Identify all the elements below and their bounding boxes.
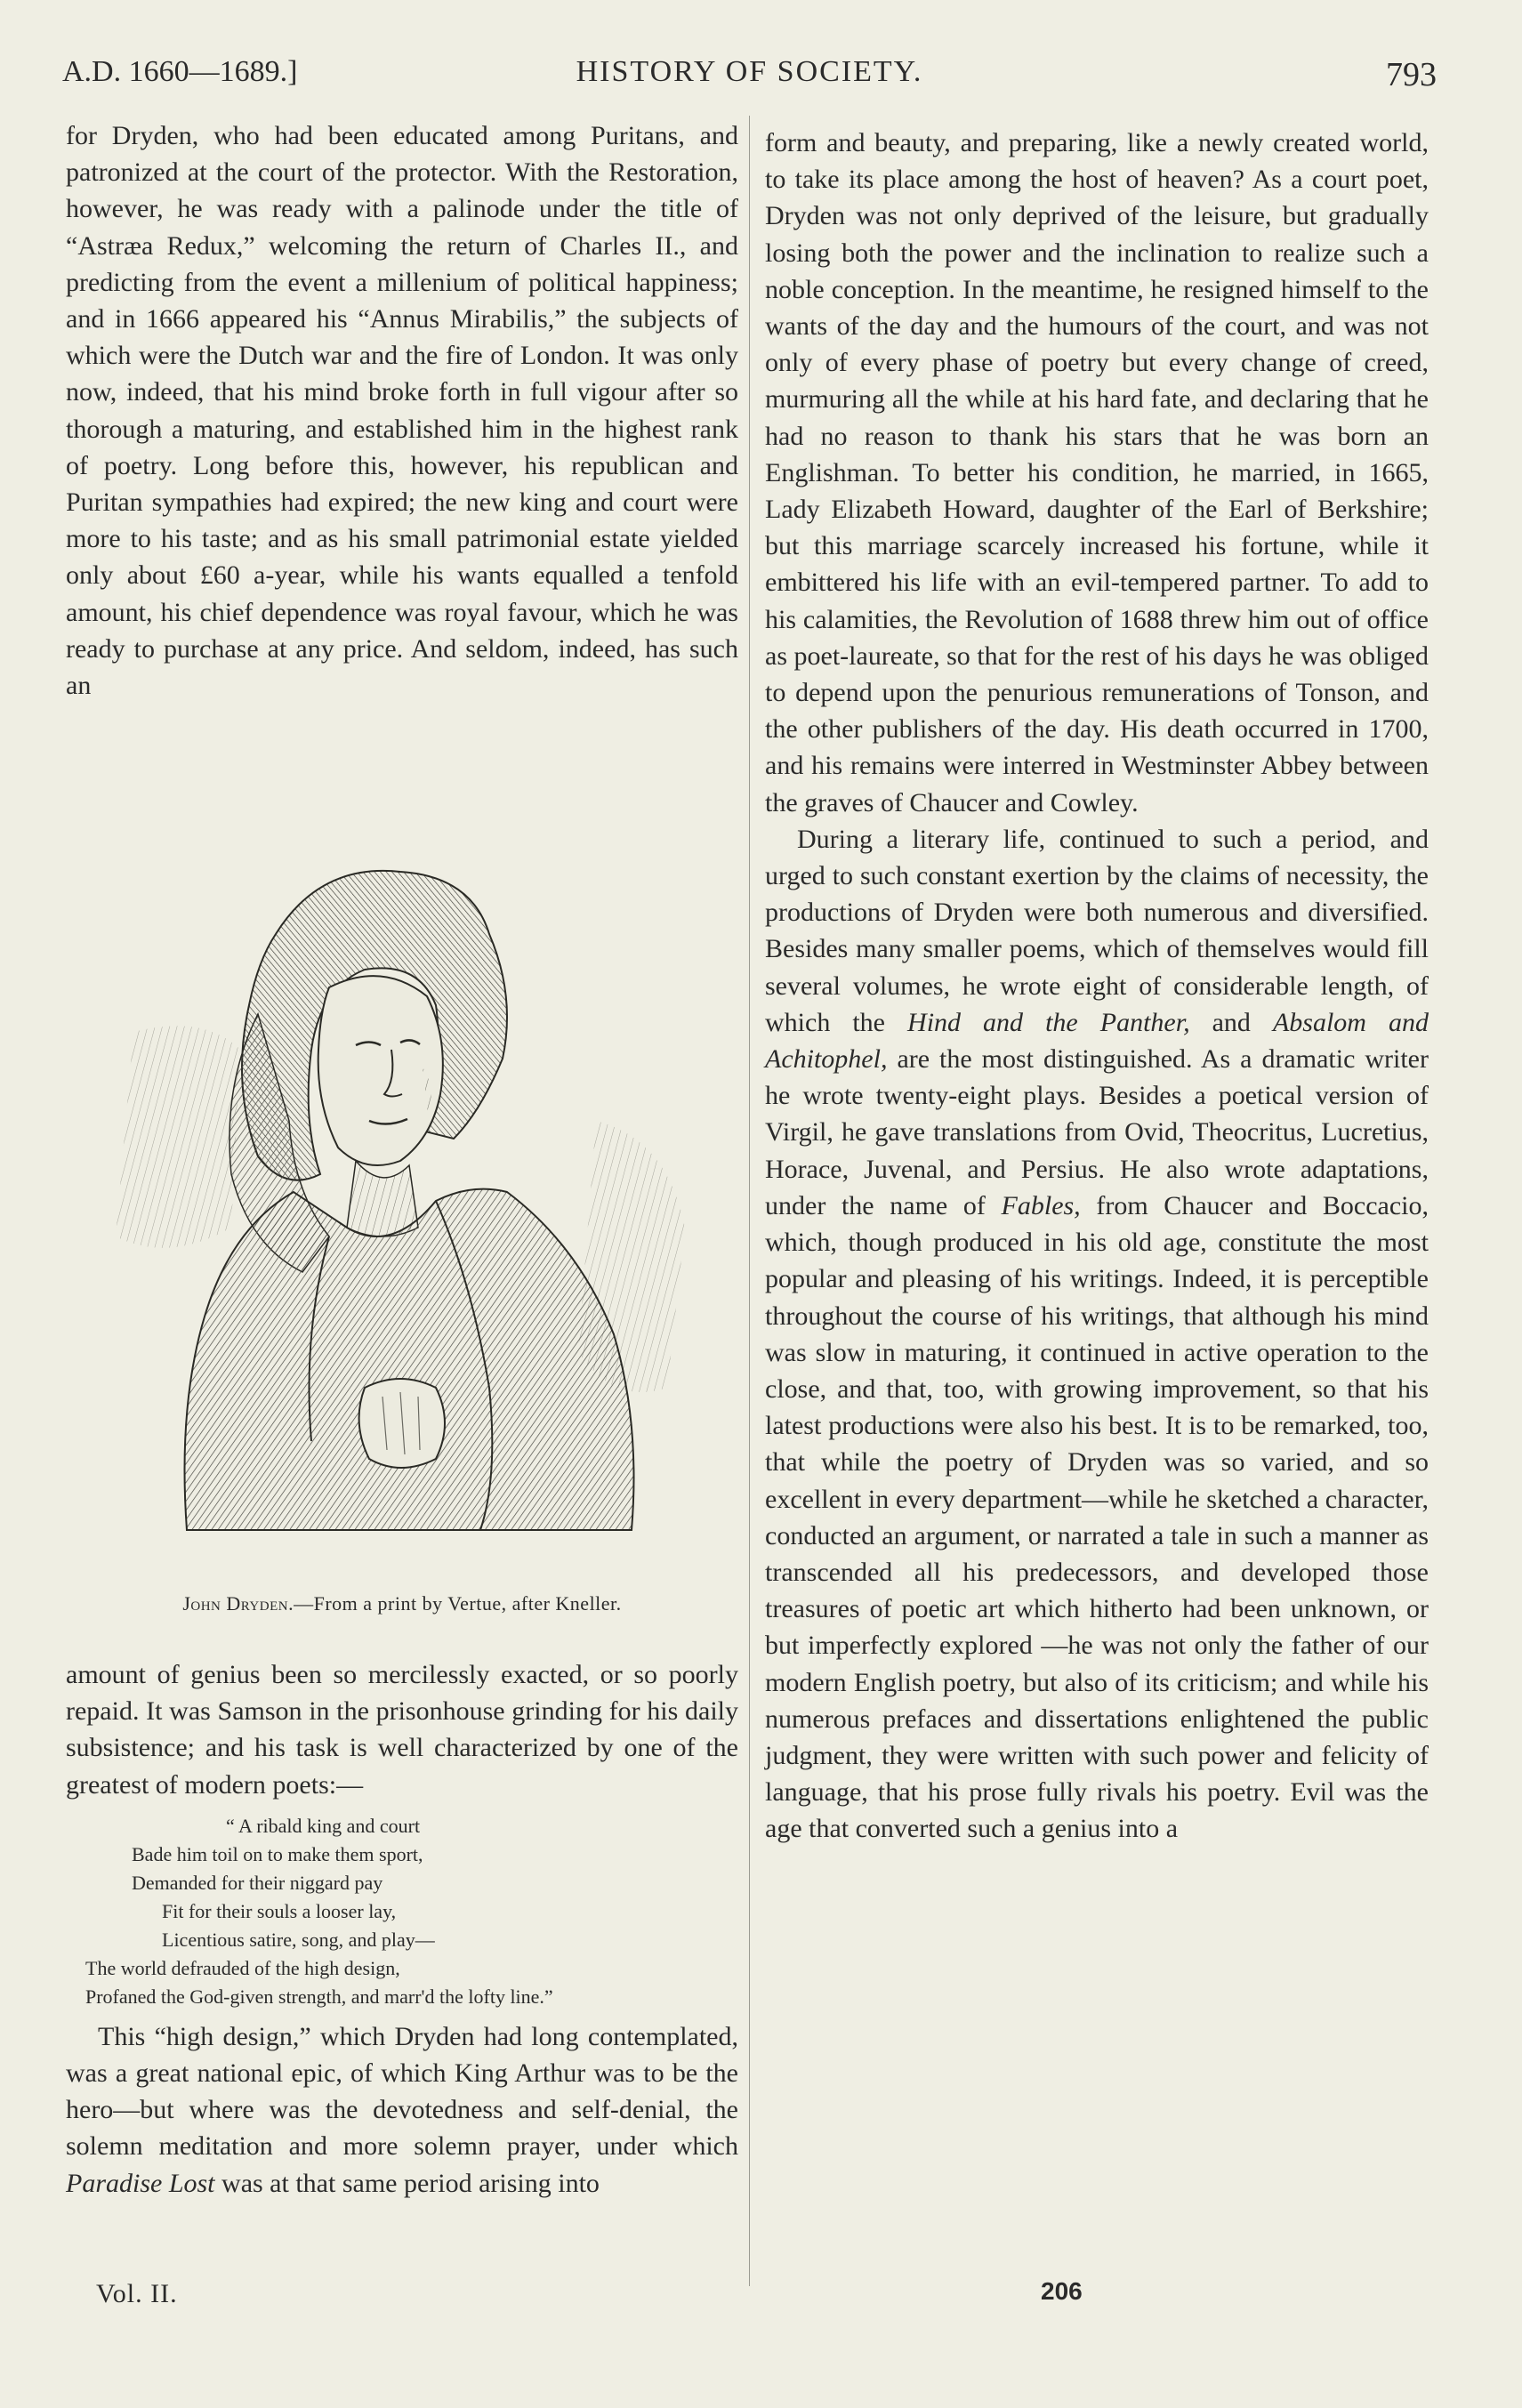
left-column-bottom [66, 1656, 738, 2202]
dryden-portrait-engraving [98, 854, 703, 1557]
figure-caption [66, 1592, 738, 1615]
text-run: This “high design,” which Dryden had long contemplated, was a great national epic, of which King Arthur was to be the hero—but where was the devotedness and self-denial, the solemn meditation and more solemn prayer, under which [66, 2021, 738, 2162]
poem-line: Licentious satire, song, and play— [162, 1928, 435, 1951]
text-run: During a literary life, continued to such a period, and urged to such constant exertion by the claims of necessity, the productions of Dryden were both numerous and diversified. Besides many smaller poems, which of themselves would fill several volumes, he wrote eight of considerable length, of which the [765, 824, 1429, 1037]
left-column-top [66, 117, 738, 704]
poem-line: Fit for their souls a looser lay, [162, 1899, 397, 1922]
header-title: HISTORY OF SOCIETY. [576, 55, 923, 88]
poem-quotation [66, 1812, 738, 2011]
poem-line: The world defrauded of the high design, [85, 1956, 400, 1979]
text-run: from Chaucer and Boccacio, which, though produced in his old age, constitute the most popular and pleasing of his writings. Indeed, it is perceptible throughout the course of his writings, that although his mind was slow in maturing, it continued in active operation to the close, and that, too, with growing improvement, so that his latest productions were also his best. It is to be remarked, too, that while the poetry of Dryden was so varied, and so excellent in every department—while he sketched a character, conducted an argument, or narrated a tale in such a manner as transcended all his predecessors, and developed those treasures of poetic art which hitherto had been unknown, or but imperfectly explored —he was not only the father of our modern English poetry, but also of its criticism; and while his numerous prefaces and dissertations enlightened the public judgment, they were written with such power and felicity of language, that his prose fully rivals his poetry. Evil was the age that converted such a genius into a [765, 1190, 1429, 1844]
signature-mark: 206 [1041, 2277, 1083, 2305]
poem-line: Profaned the God-given strength, and marr'd the lofty line.” [85, 1985, 553, 2008]
left-paragraph-1: for Dryden, who had been educated among Puritans, and patronized at the court of the protector. With the Restoration, however, he was ready with a palinode under the title of “Astræa Redux,” welcoming the return of Charles II., and predicting from the event a millenium of political happiness; and in 1666 appeared his “Annus Mirabilis,” the subjects of which were the Dutch war and the fire of London. It was only now, indeed, that his mind broke forth in full vigour after so thorough a maturing, and established him in the highest rank of poetry. Long before this, however, his republican and Puritan sympathies had expired; the new king and court were more to his taste; and as his small patrimonial estate yielded only about £60 a-year, while his wants equalled a tenfold amount, his chief dependence was royal favour, which he was ready to purchase at any price. And seldom, indeed, has such an [66, 121, 738, 701]
right-column [765, 125, 1429, 1848]
left-paragraph-3 [66, 2018, 738, 2202]
left-paragraph-2: amount of genius been so mercilessly exacted, or so poorly repaid. It was Samson in the prisonhouse grinding for his daily subsistence; and his task is well characterized by one of the greatest of modern poets:— [66, 1660, 738, 1800]
italic-title: Paradise Lost [66, 2168, 215, 2198]
italic-title: Absalom and Achitophel, [765, 1007, 1429, 1075]
text-run: are the most distinguished. As a dramatic writer he wrote twenty-eight plays. Besides a poetical version of Virgil, he gave translations from Ovid, Theocritus, Lucretius, Horace, Juvenal, and Persius. He also wrote adaptations, under the name of [765, 1044, 1429, 1220]
caption-source: .—From a print by Vertue, after Kneller. [288, 1592, 622, 1615]
page-number: 793 [1386, 56, 1437, 93]
caption-name: John Dryden [182, 1592, 289, 1615]
poem-line: Demanded for their niggard pay [132, 1871, 383, 1894]
text-run: was at that same period arising into [214, 2168, 600, 2198]
running-header [62, 55, 1437, 100]
right-paragraph-2 [765, 821, 1429, 1848]
header-date-range: A.D. 1660—1689.] [62, 55, 298, 88]
poem-line: “ A ribald king and court [226, 1814, 421, 1837]
column-divider [749, 116, 750, 2286]
italic-title: Fables, [1001, 1190, 1081, 1220]
volume-marker: Vol. II. [96, 2279, 178, 2308]
italic-title: Hind and the Panther, [907, 1007, 1190, 1037]
right-paragraph-1: form and beauty, and preparing, like a newly created world, to take its place among the host of heaven? As a court poet, Dryden was not only deprived of the leisure, but gradually losing both the power and the inclination to realize such a noble conception. In the meantime, he resigned himself to the wants of the day and the humours of the court, and was not only of every phase of poetry but every change of creed, murmuring all the while at his hard fate, and declaring that he had no reason to thank his stars that he was born an Englishman. To better his condition, he married, in 1665, Lady Elizabeth Howard, daughter of the Earl of Berkshire; but this marriage scarcely increased his fortune, while it embittered his life with an evil-tempered partner. To add to his calamities, the Revolution of 1688 threw him out of office as poet-laureate, so that for the rest of his days he was obliged to depend upon the penurious remunerations of Tonson, and the other publishers of the day. His death occurred in 1700, and his remains were interred in Westminster Abbey between the graves of Chaucer and Cowley. [765, 128, 1429, 817]
text-run: and [1189, 1007, 1273, 1037]
poem-line: Bade him toil on to make them sport, [132, 1842, 423, 1865]
